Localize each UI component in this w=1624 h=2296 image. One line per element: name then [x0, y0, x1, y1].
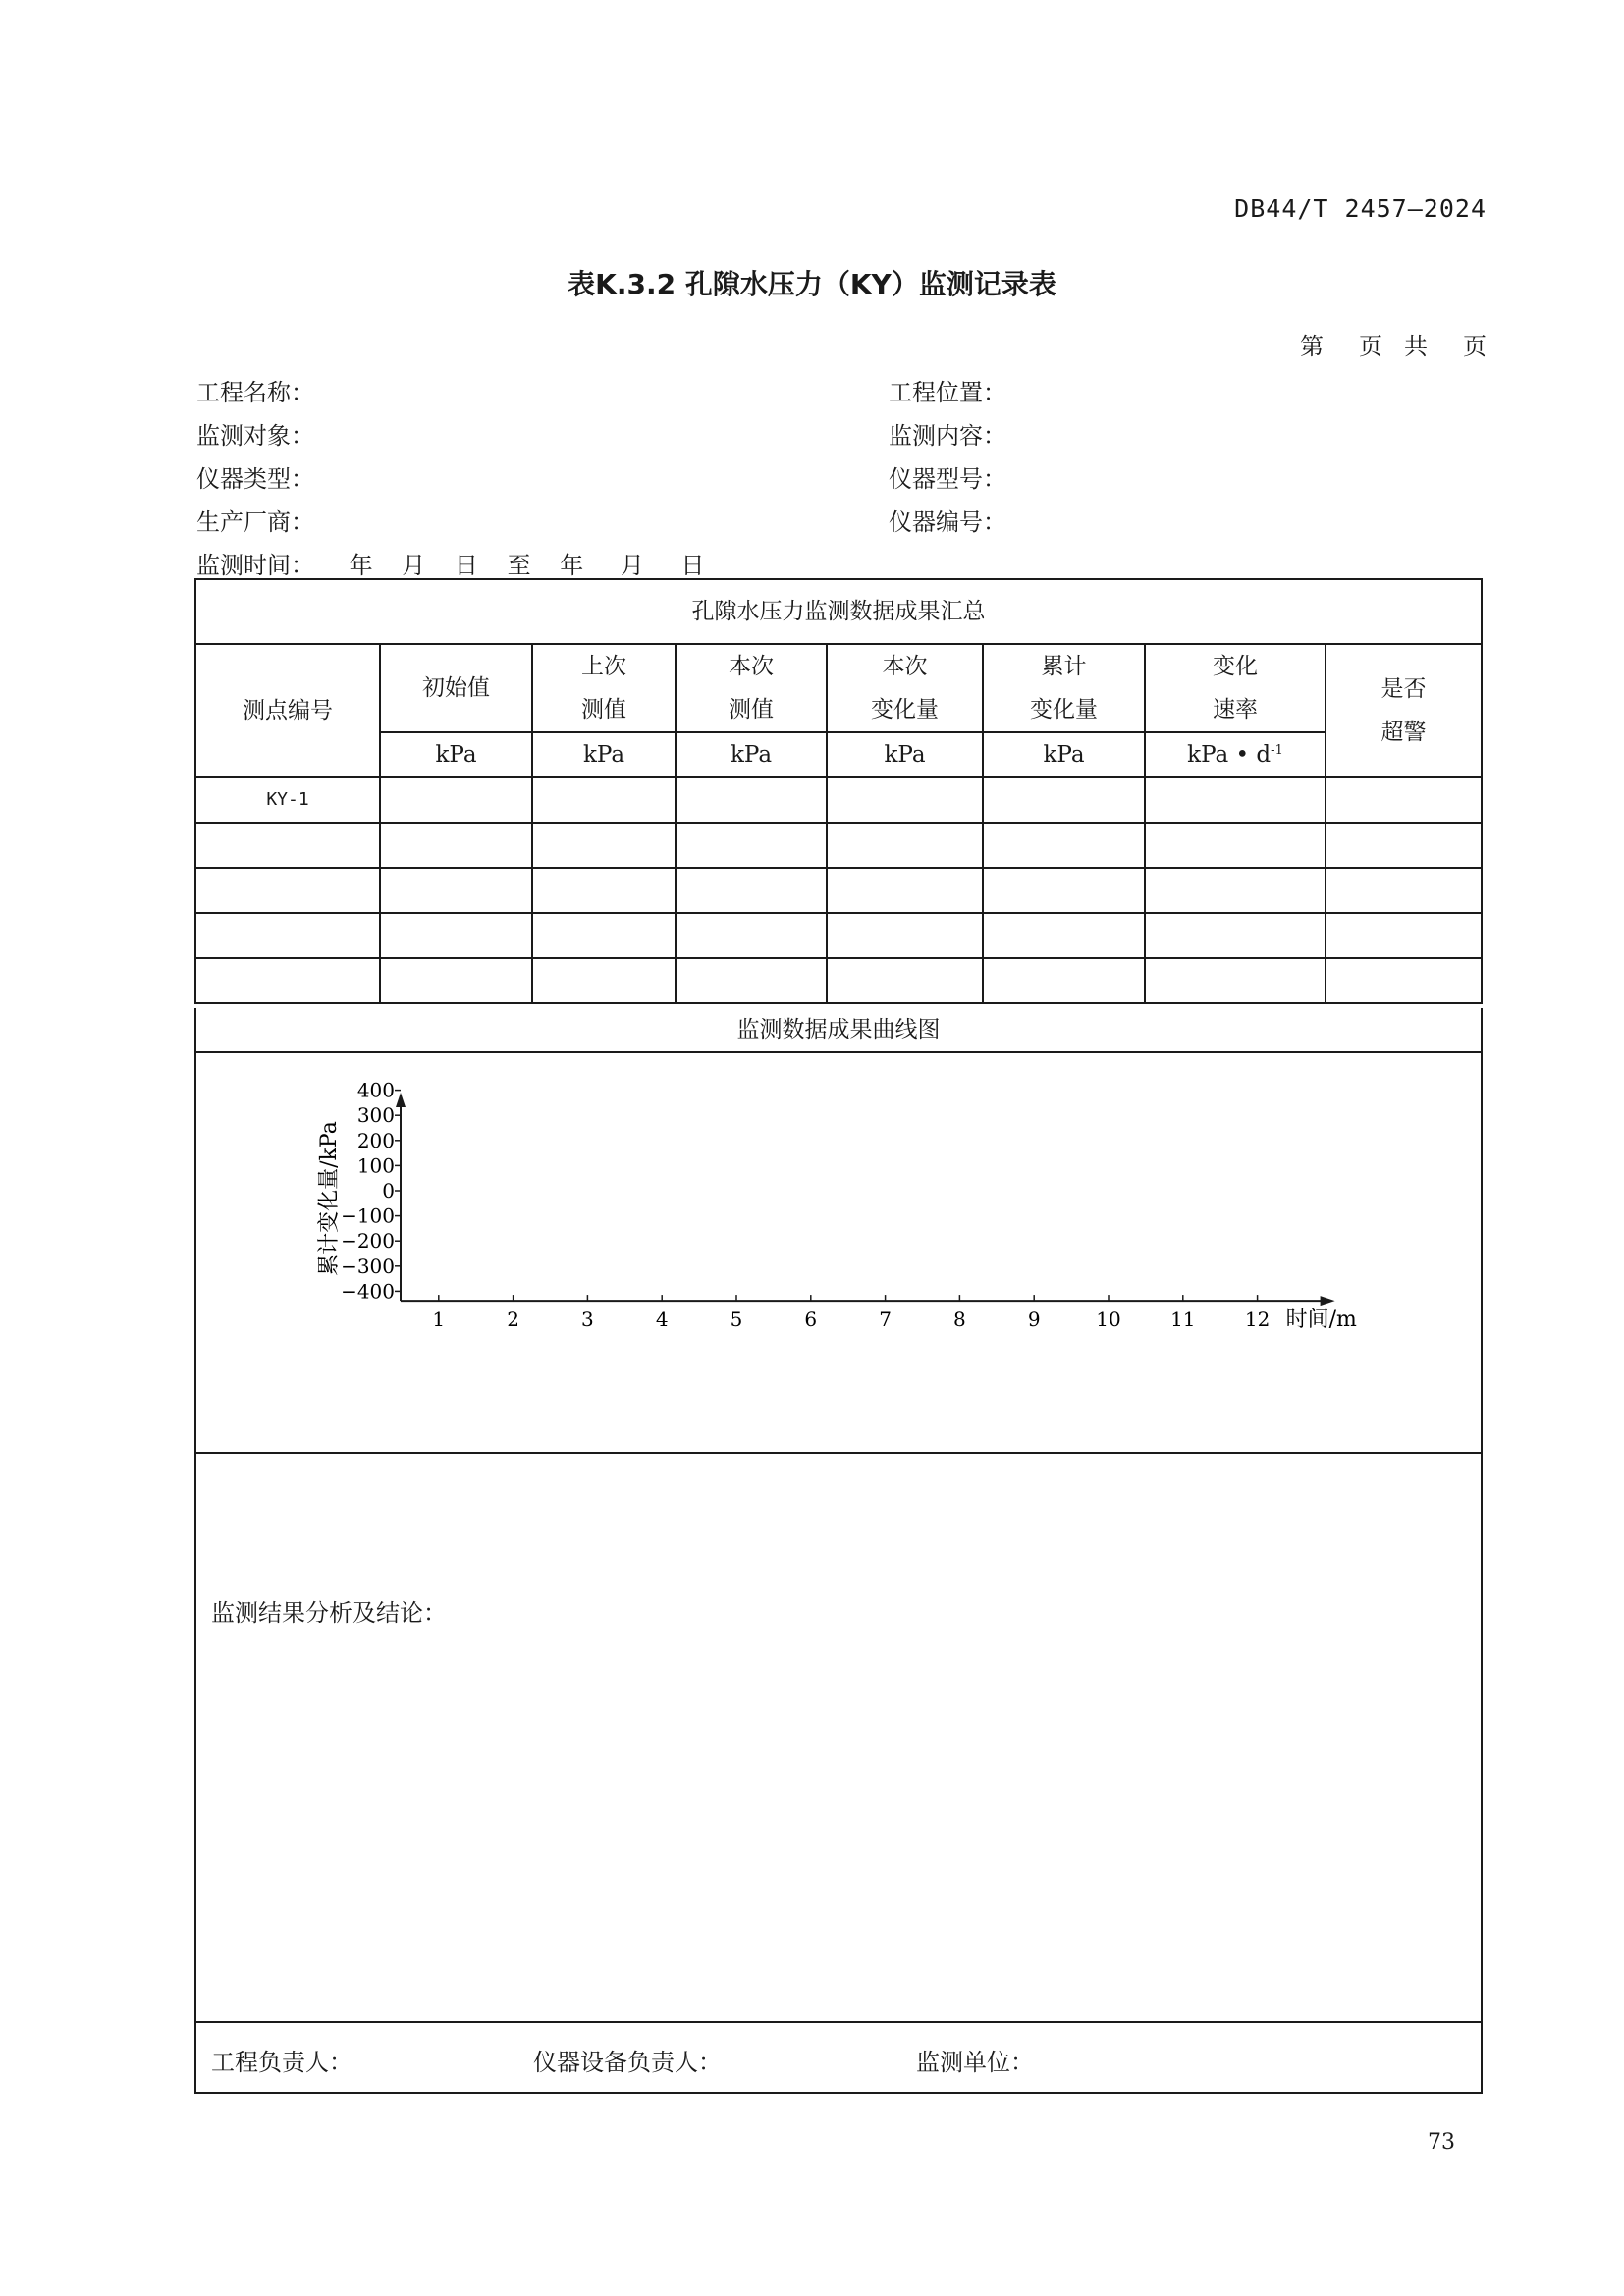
- page-label-gong: 共: [1404, 333, 1428, 360]
- header-last-line1: 上次: [581, 654, 626, 679]
- page-number: 73: [1428, 2130, 1455, 2155]
- page-label-ye-total: 页: [1463, 333, 1487, 360]
- monitor-time-label: 监测时间：: [196, 552, 314, 579]
- x-tick-label: 10: [1096, 1308, 1121, 1332]
- time-part-month: 月: [402, 552, 426, 579]
- table-cell[interactable]: [532, 868, 676, 913]
- table-cell[interactable]: [983, 823, 1145, 868]
- table-cell[interactable]: [1326, 958, 1482, 1003]
- unit-last: kPa: [532, 732, 676, 777]
- x-tick-label: 8: [953, 1308, 966, 1332]
- table-cell[interactable]: [676, 777, 827, 823]
- curve-title: 监测数据成果曲线图: [736, 1017, 941, 1042]
- table-cell[interactable]: [827, 913, 983, 958]
- unit-initial: kPa: [380, 732, 532, 777]
- equipment-lead-label: 仪器设备负责人：: [533, 2049, 722, 2076]
- header-initial: 初始值: [380, 644, 532, 732]
- y-axis-label: 累计变化量/kPa: [317, 1121, 342, 1276]
- y-tick-label: 200: [356, 1128, 395, 1152]
- header-rate-line1: 变化: [1213, 654, 1258, 679]
- table-row: [195, 958, 1482, 1003]
- header-current-line2: 测值: [729, 697, 774, 722]
- x-tick-label: 11: [1170, 1308, 1196, 1332]
- x-tick-label: 2: [507, 1308, 519, 1332]
- header-alarm-line2: 超警: [1380, 720, 1427, 745]
- table-cell[interactable]: [532, 777, 676, 823]
- header-current-line1: 本次: [729, 654, 774, 679]
- table-title: 表K.3.2 孔隙水压力（KY）监测记录表: [568, 268, 1056, 300]
- x-tick-label: 3: [581, 1308, 594, 1332]
- curve-chart: [196, 1053, 1481, 1452]
- header-change-line2: 变化量: [871, 697, 939, 722]
- y-tick-label: 100: [356, 1153, 395, 1178]
- table-cell[interactable]: [532, 913, 676, 958]
- table-cell[interactable]: [1326, 868, 1482, 913]
- table-cell[interactable]: [827, 958, 983, 1003]
- y-tick-label: −300: [341, 1254, 395, 1278]
- table-cell[interactable]: [1145, 777, 1326, 823]
- point-id-cell[interactable]: [195, 913, 380, 958]
- x-tick-label: 6: [804, 1308, 818, 1332]
- lower-section: [194, 1008, 1483, 2094]
- analysis-area[interactable]: [196, 1452, 1481, 2021]
- time-part-to: 至: [507, 552, 531, 579]
- table-cell[interactable]: [532, 823, 676, 868]
- table-cell[interactable]: [1326, 777, 1482, 823]
- table-cell[interactable]: [676, 823, 827, 868]
- unit-change: kPa: [827, 732, 983, 777]
- unit-current: kPa: [676, 732, 827, 777]
- header-rate-line2: 速率: [1213, 697, 1258, 722]
- project-lead-label: 工程负责人：: [211, 2049, 352, 2076]
- monitor-time-row: [196, 546, 704, 580]
- x-tick-label: 9: [1027, 1308, 1041, 1332]
- summary-table: [194, 578, 1483, 1004]
- table-row: [195, 913, 1482, 958]
- point-id-cell[interactable]: [195, 958, 380, 1003]
- table-row: [195, 777, 1482, 823]
- table-cell[interactable]: [380, 777, 532, 823]
- summary-title: 孔隙水压力监测数据成果汇总: [195, 579, 1482, 644]
- page-counter: [1300, 327, 1487, 361]
- header-change: [827, 644, 983, 732]
- header-alarm-line1: 是否: [1380, 676, 1427, 702]
- table-cell[interactable]: [380, 823, 532, 868]
- monitor-unit-label: 监测单位：: [916, 2049, 1034, 2076]
- table-cell[interactable]: [1145, 913, 1326, 958]
- page-label-ye: 页: [1359, 333, 1382, 360]
- x-tick-label: 5: [730, 1308, 743, 1332]
- y-tick-label: 400: [356, 1078, 395, 1102]
- analysis-label: 监测结果分析及结论：: [211, 1599, 447, 1627]
- time-part-year2: 年: [560, 552, 584, 579]
- point-id-cell[interactable]: [195, 868, 380, 913]
- page-label-di: 第: [1300, 333, 1324, 360]
- point-id-cell: KY-1: [195, 777, 380, 823]
- project-location-label: 工程位置：: [889, 379, 1006, 406]
- table-row: [195, 868, 1482, 913]
- unit-rate: [1145, 732, 1326, 777]
- table-cell[interactable]: [676, 958, 827, 1003]
- table-cell[interactable]: [827, 823, 983, 868]
- table-cell[interactable]: [380, 958, 532, 1003]
- manufacturer-label: 生产厂商：: [196, 508, 314, 536]
- table-row: [195, 823, 1482, 868]
- monitor-content-label: 监测内容：: [889, 422, 1006, 450]
- table-cell[interactable]: [676, 913, 827, 958]
- time-part-month2: 月: [620, 552, 644, 579]
- unit-rate-text: kPa • d: [1187, 742, 1272, 768]
- instrument-number-label: 仪器编号：: [889, 508, 1006, 536]
- y-tick-label: −400: [341, 1279, 395, 1304]
- x-tick-label: 12: [1244, 1308, 1271, 1332]
- table-cell[interactable]: [1326, 823, 1482, 868]
- x-axis-label: 时间/m: [1285, 1308, 1357, 1333]
- instrument-type-label: 仪器类型：: [196, 465, 314, 493]
- point-id-cell[interactable]: [195, 823, 380, 868]
- table-cell[interactable]: [983, 913, 1145, 958]
- project-name-label: 工程名称：: [196, 379, 314, 406]
- x-axis-arrow: [1321, 1296, 1335, 1306]
- table-cell[interactable]: [1145, 868, 1326, 913]
- instrument-model-label: 仪器型号：: [889, 465, 1006, 493]
- y-axis-arrow: [396, 1093, 406, 1107]
- header-change-line1: 本次: [882, 654, 928, 679]
- table-cell[interactable]: [380, 868, 532, 913]
- x-tick-label: 1: [432, 1308, 446, 1332]
- time-part-year: 年: [349, 552, 373, 579]
- standard-code: DB44/T 2457—2024: [1234, 194, 1487, 223]
- unit-cumulative: kPa: [983, 732, 1145, 777]
- table-cell[interactable]: [827, 777, 983, 823]
- unit-rate-sup: -1: [1271, 743, 1283, 758]
- table-cell[interactable]: [1145, 823, 1326, 868]
- y-tick-label: 0: [382, 1179, 395, 1202]
- y-tick-label: 300: [356, 1103, 395, 1128]
- table-cell[interactable]: [380, 913, 532, 958]
- time-part-day: 日: [454, 552, 478, 579]
- x-tick-label: 4: [655, 1308, 669, 1332]
- chart-area: [196, 1051, 1481, 1452]
- time-part-day2: 日: [680, 552, 705, 579]
- y-tick-group: [341, 1079, 401, 1304]
- header-last: [532, 644, 676, 732]
- header-cumulative-line1: 累计: [1041, 654, 1087, 679]
- table-cell[interactable]: [1145, 958, 1326, 1003]
- table-cell[interactable]: [827, 868, 983, 913]
- table-cell[interactable]: [983, 777, 1145, 823]
- monitor-object-label: 监测对象：: [196, 422, 314, 450]
- table-cell[interactable]: [983, 958, 1145, 1003]
- header-last-line2: 测值: [581, 697, 626, 722]
- header-current: [676, 644, 827, 732]
- header-alarm: [1326, 644, 1482, 777]
- y-tick-label: −100: [341, 1203, 395, 1228]
- table-cell[interactable]: [1326, 913, 1482, 958]
- header-cumulative: [983, 644, 1145, 732]
- table-cell[interactable]: [983, 868, 1145, 913]
- table-cell[interactable]: [676, 868, 827, 913]
- header-point-id: 测点编号: [195, 644, 380, 777]
- header-rate: [1145, 644, 1326, 732]
- table-cell[interactable]: [532, 958, 676, 1003]
- y-tick-label: −200: [341, 1229, 395, 1254]
- x-tick-label: 7: [879, 1308, 892, 1332]
- signature-row: [196, 2021, 1481, 2092]
- header-cumulative-line2: 变化量: [1030, 697, 1098, 722]
